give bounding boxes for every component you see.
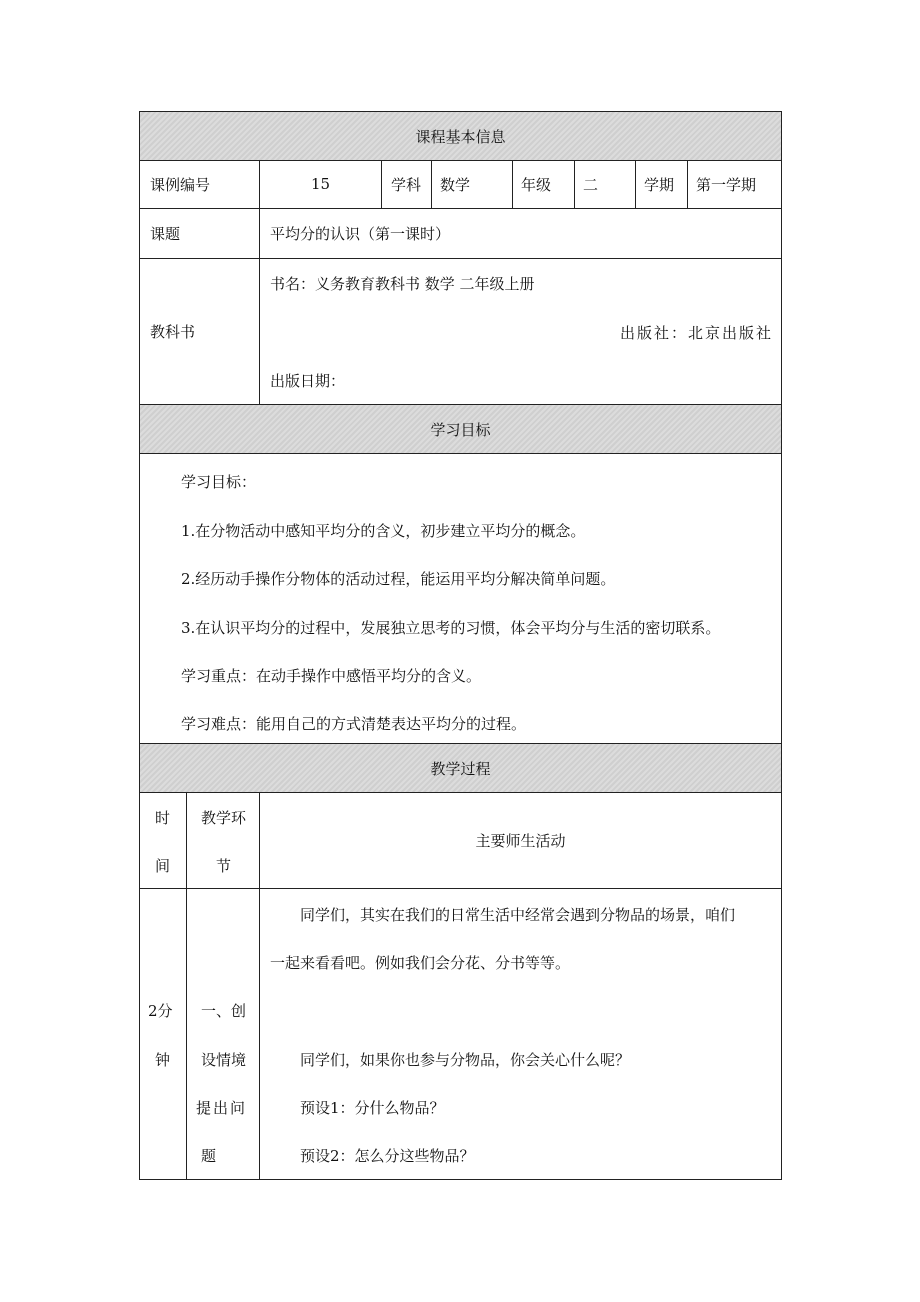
process-column-headers [139, 793, 782, 889]
case-no-value: 15 [310, 175, 331, 193]
process-header [139, 744, 782, 793]
topic-value: 平均分的认识（第一课时） [270, 225, 451, 243]
basic-info-header-text: 课程基本信息 [415, 127, 506, 146]
textbook-publisher: 出版社：北京出版社 [619, 324, 773, 342]
row-stage-line: 设情境 [201, 1051, 247, 1069]
textbook-label: 教科书 [150, 323, 196, 341]
basic-info-header [139, 111, 782, 161]
col-activity: 主要师生活动 [475, 832, 566, 850]
activity-line: 预设1：分什么物品？ [300, 1099, 445, 1117]
objectives-body [139, 454, 782, 744]
objectives-header [139, 405, 782, 454]
col-stage-line: 节 [216, 857, 232, 875]
process-header-text: 教学过程 [430, 759, 491, 778]
row-time-line: 钟 [155, 1051, 171, 1069]
grade-label: 年级 [521, 175, 552, 194]
row-stage-line: 提出问 [196, 1099, 248, 1117]
topic-row [139, 209, 782, 259]
objectives-header-text: 学习目标 [430, 420, 491, 439]
grade-value: 二 [583, 175, 599, 194]
col-stage-line: 教学环 [201, 809, 247, 827]
topic-label: 课题 [150, 225, 181, 243]
row-stage-line: 题 [201, 1147, 217, 1165]
activity-line: 同学们，如果你也参与分物品，你会关心什么呢？ [300, 1051, 631, 1069]
textbook-row [139, 259, 782, 405]
objectives-key-point: 学习重点：在动手操作中感悟平均分的含义。 [181, 667, 482, 685]
objectives-difficulty: 学习难点：能用自己的方式清楚表达平均分的过程。 [181, 715, 527, 733]
activity-line: 一起来看看吧。例如我们会分花、分书等等。 [270, 954, 571, 972]
objective-item: 3.在认识平均分的过程中，发展独立思考的习惯，体会平均分与生活的密切联系。 [181, 619, 721, 637]
textbook-name: 书名：义务教育教科书 数学 二年级上册 [270, 275, 535, 293]
activity-line: 预设2：怎么分这些物品？ [300, 1147, 475, 1165]
row-time-line: 2分 [148, 1002, 173, 1020]
col-time-line: 时 [155, 809, 171, 827]
col-time-line: 间 [155, 857, 171, 875]
case-no-label: 课例编号 [150, 175, 211, 194]
process-row [139, 889, 782, 1180]
term-value: 第一学期 [696, 175, 757, 194]
basic-info-row [139, 160, 782, 209]
objectives-title: 学习目标： [181, 473, 257, 491]
objective-item: 1.在分物活动中感知平均分的含义，初步建立平均分的概念。 [181, 522, 586, 540]
textbook-publish-date: 出版日期： [270, 372, 346, 390]
objective-item: 2.经历动手操作分物体的活动过程，能运用平均分解决简单问题。 [181, 570, 616, 588]
subject-label: 学科 [391, 175, 422, 194]
activity-line: 同学们，其实在我们的日常生活中经常会遇到分物品的场景，咱们 [300, 906, 736, 924]
subject-value: 数学 [440, 175, 471, 194]
term-label: 学期 [644, 175, 675, 194]
row-stage-line: 一、创 [201, 1002, 247, 1020]
